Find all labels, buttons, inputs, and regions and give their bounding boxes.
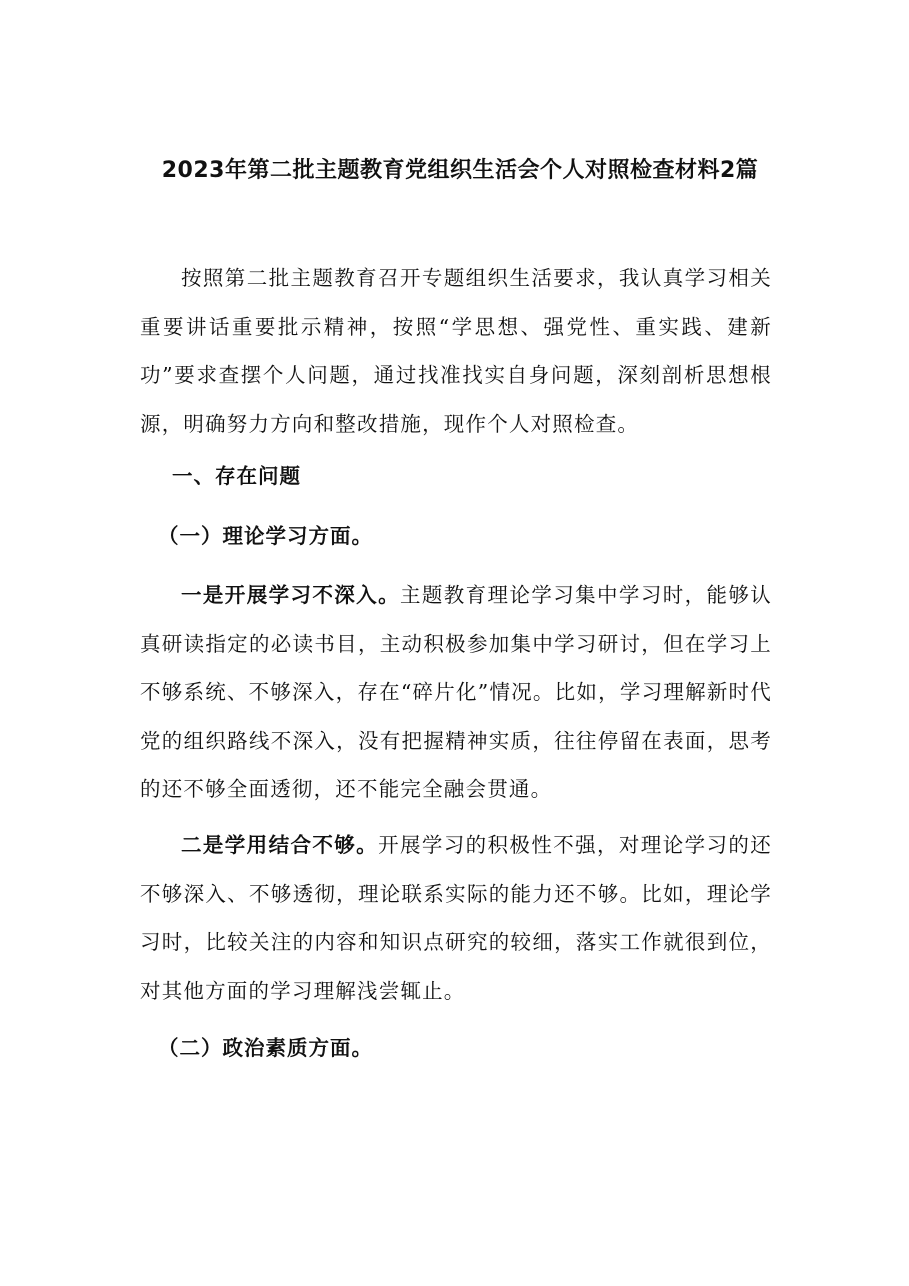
item-paragraph-2 [140, 821, 772, 1015]
item-1-body: 主题教育理论学习集中学习时，能够认真研读指定的必读书目，主动积极参加集中学习研讨，但在学习上不够系统、不够深入，存在“碎片化”情况。比如，学习理解新时代党的组织路线不深入，没有把握精神实质，往往停留在表面，思考的还不够全面透彻，还不能完全融会贯通。 [140, 583, 773, 801]
subsection-heading-theory-study: （一）理论学习方面。 [158, 524, 373, 548]
item-2-lead: 二是学用结合不够。 [181, 833, 379, 857]
subsection-heading-political-quality: （二）政治素质方面。 [158, 1036, 373, 1060]
intro-paragraph: 按照第二批主题教育召开专题组织生活要求，我认真学习相关重要讲话重要批示精神，按照“学思想、强党性、重实践、建新功”要求查摆个人问题，通过找准找实自身问题，深刻剖析思想根源，明确努力方向和整改措施，现作个人对照检查。 [140, 266, 772, 436]
item-1-lead: 一是开展学习不深入。 [181, 583, 400, 607]
section-heading-problems: 一、存在问题 [172, 464, 301, 488]
document-title: 2023年第二批主题教育党组织生活会个人对照检查材料2篇 [161, 158, 759, 183]
item-2-body: 开展学习的积极性不强，对理论学习的还不够深入、不够透彻，理论联系实际的能力还不够。比如，理论学习时，比较关注的内容和知识点研究的较细，落实工作就很到位，对其他方面的学习理解浅尝辄止。 [140, 833, 772, 1003]
item-paragraph-1 [140, 571, 772, 814]
